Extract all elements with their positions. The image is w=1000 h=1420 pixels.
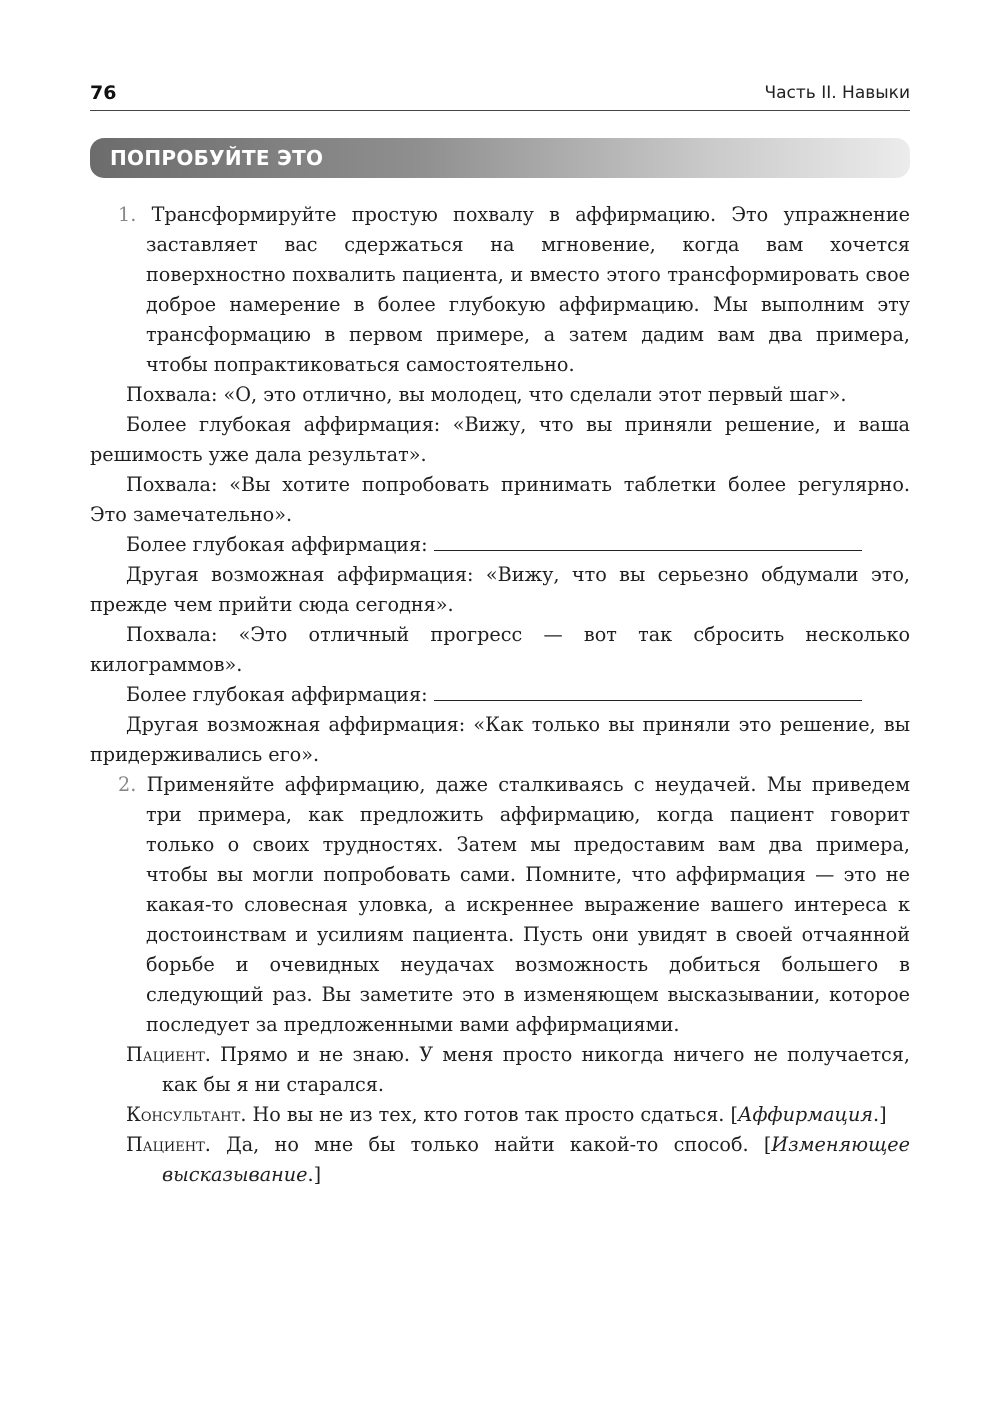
other-affirmation-2: Другая возможная аффирмация: «Вижу, что вы серьезно обдумали это, прежде чем прийти сюда сегодня».	[90, 563, 910, 616]
exercise-1-text: Трансформируйте простую похвалу в аффирмацию. Это упражнение заставляет вас сдержаться на мгновение, когда вам хочется поверхностно похвалить пациента, и вместо этого трансформировать свое доброе намерение в более глубокую аффирмацию. Мы выполним эту трансформацию в первом примере, а затем дадим вам два примера, чтобы попрактиковаться самостоятельно.	[146, 203, 910, 376]
affirmation-blank-3	[90, 680, 910, 710]
exercise-1	[90, 200, 910, 380]
dialog-note: Аффирмация	[738, 1103, 874, 1126]
answer-blank-3[interactable]	[434, 682, 862, 701]
speaker: Пациент	[126, 1043, 205, 1066]
dialog-text: Прямо и не знаю. У меня просто никогда ничего не получается, как бы я ни старался.	[162, 1043, 911, 1096]
page-number: 76	[90, 82, 117, 104]
dialog-note: Изменяющее высказывание	[162, 1133, 910, 1186]
page-content	[90, 200, 910, 1190]
page-header	[90, 80, 910, 111]
answer-blank-2[interactable]	[434, 532, 862, 551]
speaker: Консультант	[126, 1103, 241, 1126]
praise-2: Похвала: «Вы хотите попробовать принимать таблетки более регулярно. Это замечательно».	[90, 473, 910, 526]
dialog-line: Консультант. Но вы не из тех, кто готов так просто сдаться. [Аффирмация.]	[126, 1103, 887, 1126]
blank-label-3: Более глубокая аффирмация:	[126, 683, 428, 706]
exercise-2-number: 2.	[118, 773, 137, 796]
blank-label-2: Более глубокая аффирмация:	[126, 533, 428, 556]
exercise-2	[90, 770, 910, 1040]
dialog-text: Да, но мне бы только найти какой-то способ.	[226, 1133, 749, 1156]
praise-3: Похвала: «Это отличный прогресс — вот так сбросить несколько килограммов».	[90, 623, 910, 676]
speaker: Пациент	[126, 1133, 205, 1156]
dialog-text: Но вы не из тех, кто готов так просто сдаться.	[252, 1103, 725, 1126]
exercise-2-text: Применяйте аффирмацию, даже сталкиваясь с неудачей. Мы приведем три примера, как предложить аффирмацию, когда пациент говорит только о своих трудностях. Затем мы предоставим вам два примера, чтобы вы могли попробовать сами. Помните, что аффирмация — это не какая-то словесная уловка, а искреннее выражение вашего интереса к достоинствам и усилиям пациента. Пусть они увидят в своей отчаянной борьбе и очевидных неудачах возможность добиться большего в следующий раз. Вы заметите это в изменяющем высказывании, которое последует за предложенными вами аффирмациями.	[146, 773, 911, 1036]
dialog-line: Пациент. Да, но мне бы только найти какой-то способ. [Изменяющее высказывание.]	[126, 1133, 910, 1186]
exercise-1-number: 1.	[118, 203, 137, 226]
section-title: ПОПРОБУЙТЕ ЭТО	[110, 146, 324, 170]
praise-1: Похвала: «О, это отлично, вы молодец, что сделали этот первый шаг».	[126, 383, 847, 406]
dialog-line: Пациент. Прямо и не знаю. У меня просто никогда ничего не получается, как бы я ни старался.	[126, 1043, 911, 1096]
affirmation-1: Более глубокая аффирмация: «Вижу, что вы приняли решение, и ваша решимость уже дала результат».	[90, 413, 910, 466]
affirmation-blank-2	[90, 530, 910, 560]
running-head: Часть II. Навыки	[764, 83, 910, 103]
other-affirmation-3: Другая возможная аффирмация: «Как только вы приняли это решение, вы придерживались его».	[90, 713, 910, 766]
section-banner	[90, 138, 910, 178]
